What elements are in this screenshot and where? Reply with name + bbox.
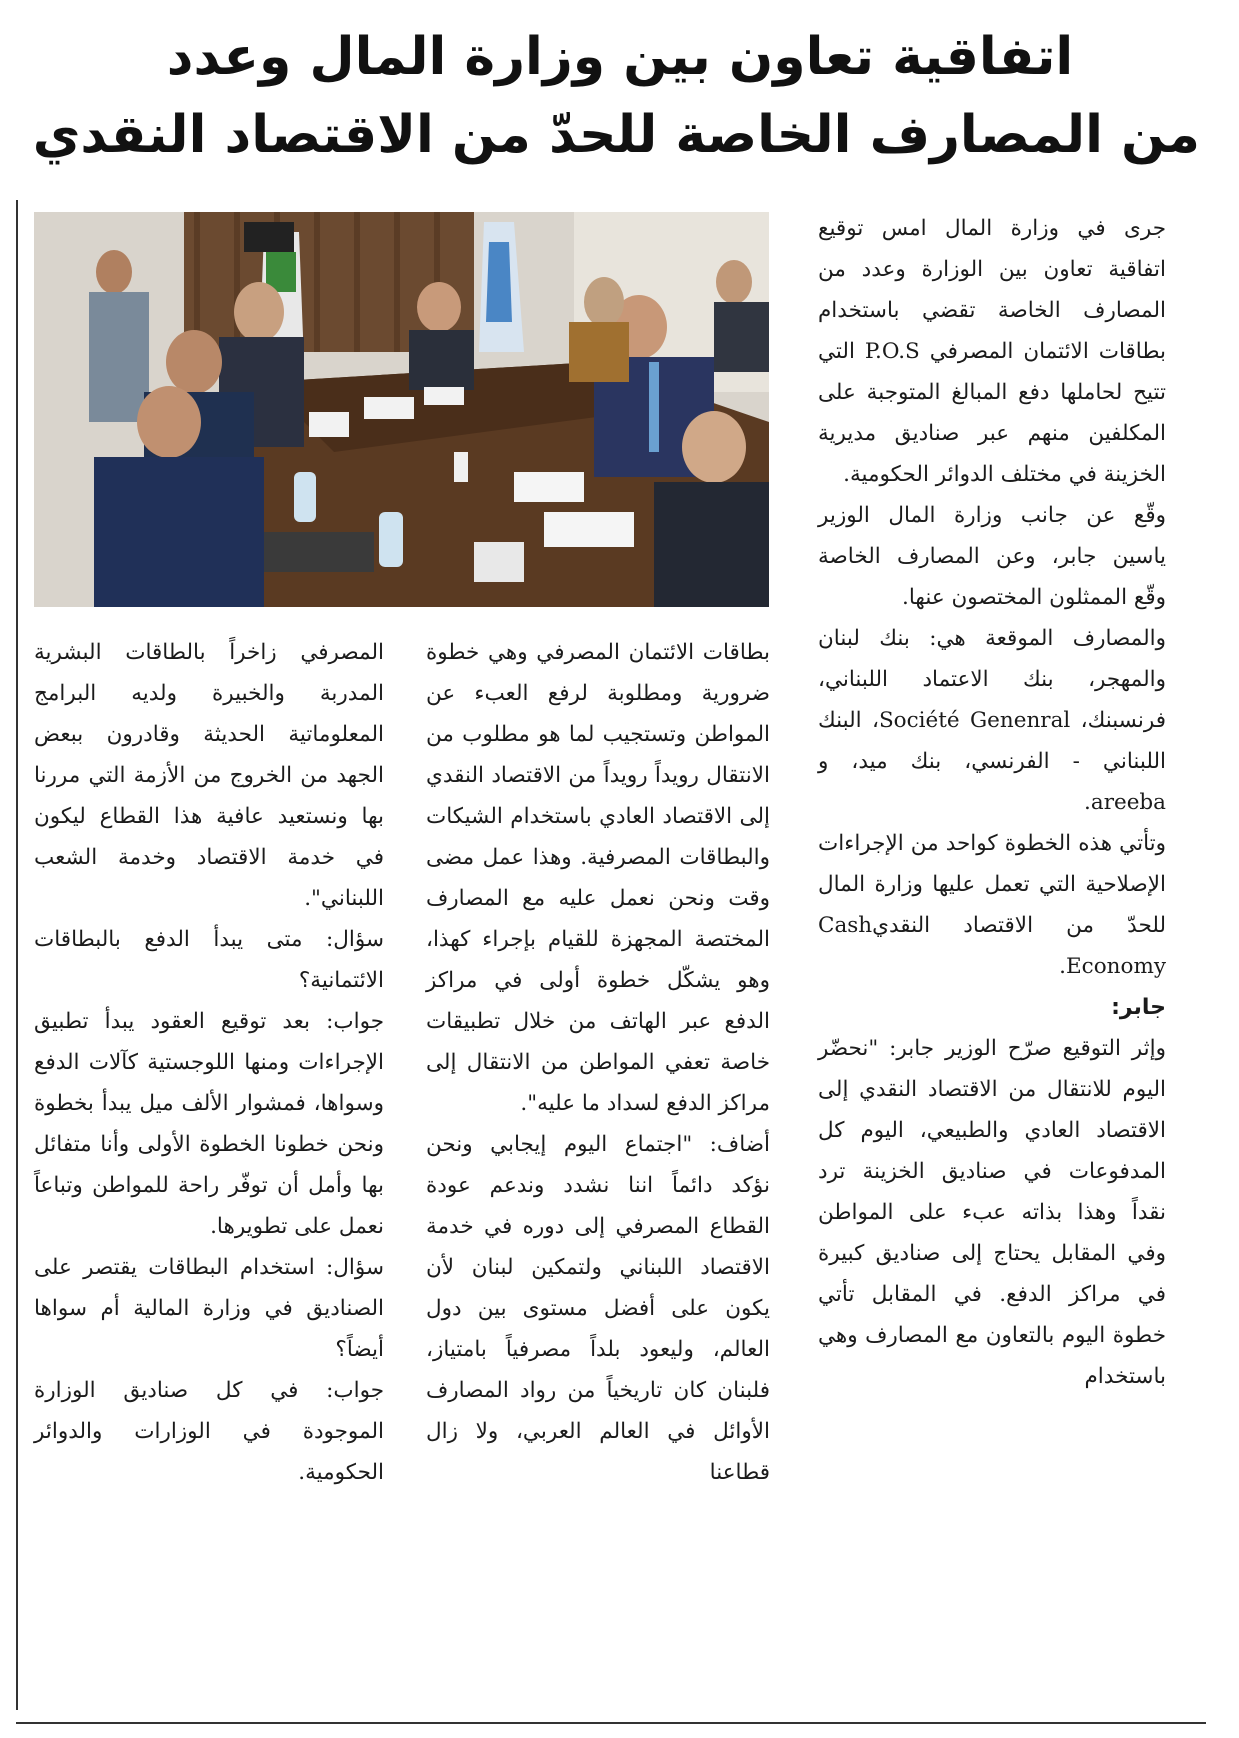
paragraph: وقّع عن جانب وزارة المال الوزير ياسين جابر، وعن المصارف الخاصة وقّع الممثلون المختصون عنها.	[818, 503, 1166, 610]
paragraph: والمصارف الموقعة هي: بنك لبنان والمهجر، بنك الاعتماد اللبناني، فرنسبنك، Société Genenral، البنك اللبناني - الفرنسي، بنك ميد، و areeba.	[818, 626, 1166, 815]
question: سؤال: متى يبدأ الدفع بالبطاقات الائتمانية؟	[34, 927, 384, 993]
headline-line-1: اتفاقية تعاون بين وزارة المال وعدد	[166, 27, 1074, 87]
headline-line-2: من المصارف الخاصة للحدّ من الاقتصاد النقدي	[32, 105, 1200, 165]
column-rule	[16, 200, 18, 1710]
paragraph: جرى في وزارة المال امس توقيع اتفاقية تعاون بين الوزارة وعدد من المصارف الخاصة تقضي باستخدام بطاقات الائتمان المصرفي P.O.S التي تتيح لحاملها دفع المبالغ المتوجبة على المكلفين منهم عبر صناديق مديرية الخزينة في مختلف الدوائر الحكومية.	[818, 216, 1166, 487]
answer: جواب: بعد توقيع العقود يبدأ تطبيق الإجراءات ومنها اللوجستية كآلات الدفع وسواها، فمشوار الألف ميل يبدأ بخطوة ونحن خطونا الخطوة الأولى وأنا متفائل بها وأمل أن توفّر راحة للمواطن وتباعاً نعمل على تطويرها.	[34, 1009, 384, 1239]
article-column-1	[818, 208, 1166, 1397]
paragraph: أضاف: "اجتماع اليوم إيجابي ونحن نؤكد دائماً اننا نشدد وندعم عودة القطاع المصرفي إلى دوره في خدمة الاقتصاد اللبناني ولتمكين لبنان لأن يكون على أفضل مستوى بين دول العالم، وليعود بلداً مصرفياً بامتياز، فلبنان كان تاريخياً من رواد المصارف الأوائل في العالم العربي، ولا زال قطاعنا	[426, 1132, 770, 1485]
question: سؤال: استخدام البطاقات يقتصر على الصناديق في وزارة المالية أم سواها أيضاً؟	[34, 1255, 384, 1362]
paragraph: وتأتي هذه الخطوة كواحد من الإجراءات الإصلاحية التي تعمل عليها وزارة المال للحدّ من الاقتصاد النقديCash Economy.	[818, 831, 1166, 979]
article-column-2	[426, 632, 770, 1493]
paragraph: المصرفي زاخراً بالطاقات البشرية المدربة والخبيرة ولديه البرامج المعلوماتية الحديثة وقادرون ببعض الجهد من الخروج من الأزمة التي مررنا بها ونستعيد عافية هذا القطاع ليكون في خدمة الاقتصاد وخدمة الشعب اللبناني".	[34, 640, 384, 911]
bottom-rule	[16, 1722, 1206, 1724]
answer: جواب: في كل صناديق الوزارة الموجودة في الوزارات والدوائر الحكومية.	[34, 1378, 384, 1485]
paragraph: بطاقات الائتمان المصرفي وهي خطوة ضرورية ومطلوبة لرفع العبء عن المواطن وتستجيب لما هو مطلوب من الانتقال رويداً رويداً من الاقتصاد النقدي إلى الاقتصاد العادي باستخدام الشيكات والبطاقات المصرفية. وهذا عمل مضى وقت ونحن نعمل عليه مع المصارف المختصة المجهزة للقيام بإجراء كهذا، وهو يشكّل خطوة أولى في مراكز الدفع عبر الهاتف من خلال تطبيقات خاصة تعفي المواطن من الانتقال إلى مراكز الدفع لسداد ما عليه".	[426, 640, 770, 1116]
meeting-photo	[34, 212, 769, 607]
article-column-3	[34, 632, 384, 1493]
subheading: جابر:	[1111, 995, 1166, 1020]
paragraph: وإثر التوقيع صرّح الوزير جابر: "نحضّر اليوم للانتقال من الاقتصاد النقدي إلى الاقتصاد العادي والطبيعي، اليوم كل المدفوعات في صناديق الخزينة ترد نقداً وهذا بذاته عبء على المواطن وفي المقابل يحتاج إلى صناديق كبيرة في مراكز الدفع. في المقابل تأتي خطوة اليوم بالتعاون مع المصارف وهي باستخدام	[818, 1036, 1166, 1389]
headline	[32, 18, 1200, 174]
